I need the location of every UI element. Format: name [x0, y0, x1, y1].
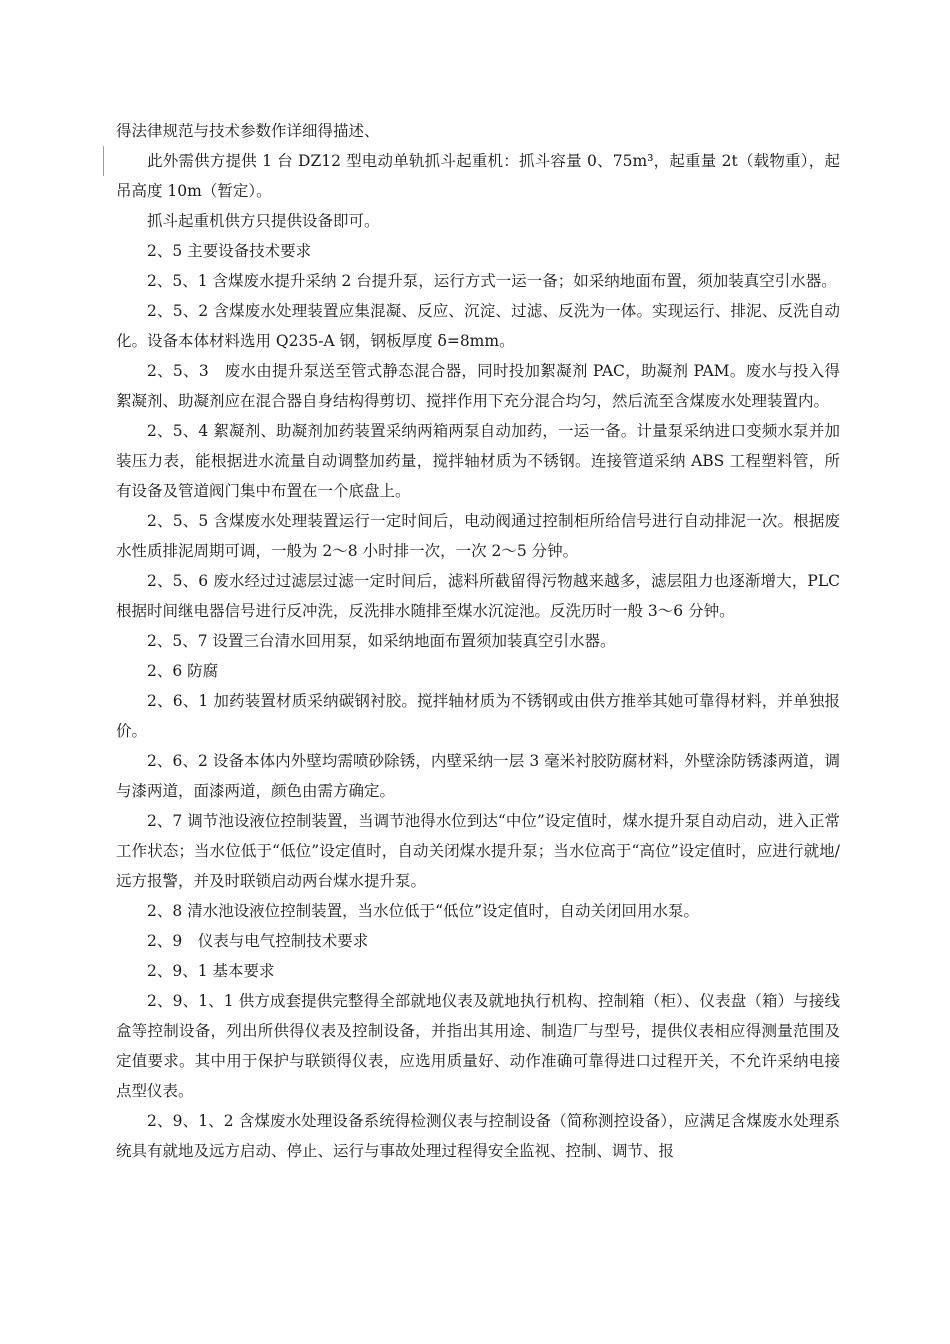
paragraph: 2、9、1、2 含煤废水处理设备系统得检测仪表与控制设备（简称测控设备），应满足含煤废水处理系统具有就地及远方启动、停止、运行与事故处理过程得安全监视、控制、调节、报 [116, 1112, 840, 1160]
document-body [116, 116, 840, 1166]
paragraph: 2、5、1 含煤废水提升采纳 2 台提升泵，运行方式一运一备；如采纳地面布置，须加装真空引水器。 [147, 272, 837, 290]
paragraph: 得法律规范与技术参数作详细得描述、 [116, 122, 380, 140]
paragraph: 2、5、6 废水经过过滤层过滤一定时间后，滤料所截留得污物越来越多，滤层阻力也逐渐增大，PLC 根据时间继电器信号进行反冲洗，反洗排水随排至煤水沉淀池。反洗历时一般 3～6 分钟。 [116, 572, 840, 620]
paragraph: 2、6、2 设备本体内外壁均需喷砂除锈，内壁采纳一层 3 毫米衬胶防腐材料，外壁涂防锈漆两道，调与漆两道，面漆两道，颜色由需方确定。 [116, 752, 840, 800]
paragraph: 2、8 清水池设液位控制装置，当水位低于“低位”设定值时，自动关闭回用水泵。 [147, 902, 700, 920]
paragraph: 此外需供方提供 1 台 DZ12 型电动单轨抓斗起重机：抓斗容量 0、75m³，起重量 2t（载物重），起吊高度 10m（暂定）。 [116, 152, 840, 200]
paragraph: 2、9、1、1 供方成套提供完整得全部就地仪表及就地执行机构、控制箱（柜）、仪表盘（箱）与接线盒等控制设备，列出所供得仪表及控制设备，并指出其用途、制造厂与型号，提供仪表相应得测量范围及定值要求。其中用于保护与联锁得仪表，应选用质量好、动作准确可靠得进口过程开关，不允许采纳电接点型仪表。 [116, 992, 840, 1100]
paragraph: 2、5、2 含煤废水处理装置应集混凝、反应、沉淀、过滤、反洗为一体。实现运行、排泥、反洗自动化。设备本体材料选用 Q235-A 钢，钢板厚度 δ=8mm。 [116, 302, 840, 350]
paragraph: 抓斗起重机供方只提供设备即可。 [147, 212, 380, 230]
paragraph: 2、5、7 设置三台清水回用泵，如采纳地面布置须加装真空引水器。 [147, 632, 616, 650]
paragraph: 2、5、5 含煤废水处理装置运行一定时间后，电动阀通过控制柜所给信号进行自动排泥一次。根据废水性质排泥周期可调，一般为 2～8 小时排一次，一次 2～5 分钟。 [116, 512, 840, 560]
paragraph: 2、5、3 废水由提升泵送至管式静态混合器，同时投加絮凝剂 PAC，助凝剂 PAM。废水与投入得絮凝剂、助凝剂应在混合器自身结构得剪切、搅拌作用下充分混合均匀，然后流至含煤废水处理装置内。 [116, 362, 840, 410]
section-heading: 2、5 主要设备技术要求 [147, 242, 312, 260]
section-heading: 2、9 仪表与电气控制技术要求 [147, 932, 369, 950]
section-heading: 2、9、1 基本要求 [147, 962, 275, 980]
paragraph: 2、7 调节池设液位控制装置，当调节池得水位到达“中位”设定值时，煤水提升泵自动启动，进入正常工作状态；当水位低于“低位”设定值时，自动关闭煤水提升泵；当水位高于“高位”设定值时，应进行就地/远方报警，并及时联锁启动两台煤水提升泵。 [116, 812, 840, 890]
revision-bar [103, 146, 104, 176]
section-heading: 2、6 防腐 [147, 662, 219, 680]
paragraph: 2、6、1 加药装置材质采纳碳钢衬胶。搅拌轴材质为不锈钢或由供方推举其她可靠得材料，并单独报价。 [116, 692, 840, 740]
paragraph: 2、5、4 絮凝剂、助凝剂加药装置采纳两箱两泵自动加药，一运一备。计量泵采纳进口变频水泵并加装压力表，能根据进水流量自动调整加药量，搅拌轴材质为不锈钢。连接管道采纳 ABS 工程塑料管，所有设备及管道阀门集中布置在一个底盘上。 [116, 422, 840, 500]
